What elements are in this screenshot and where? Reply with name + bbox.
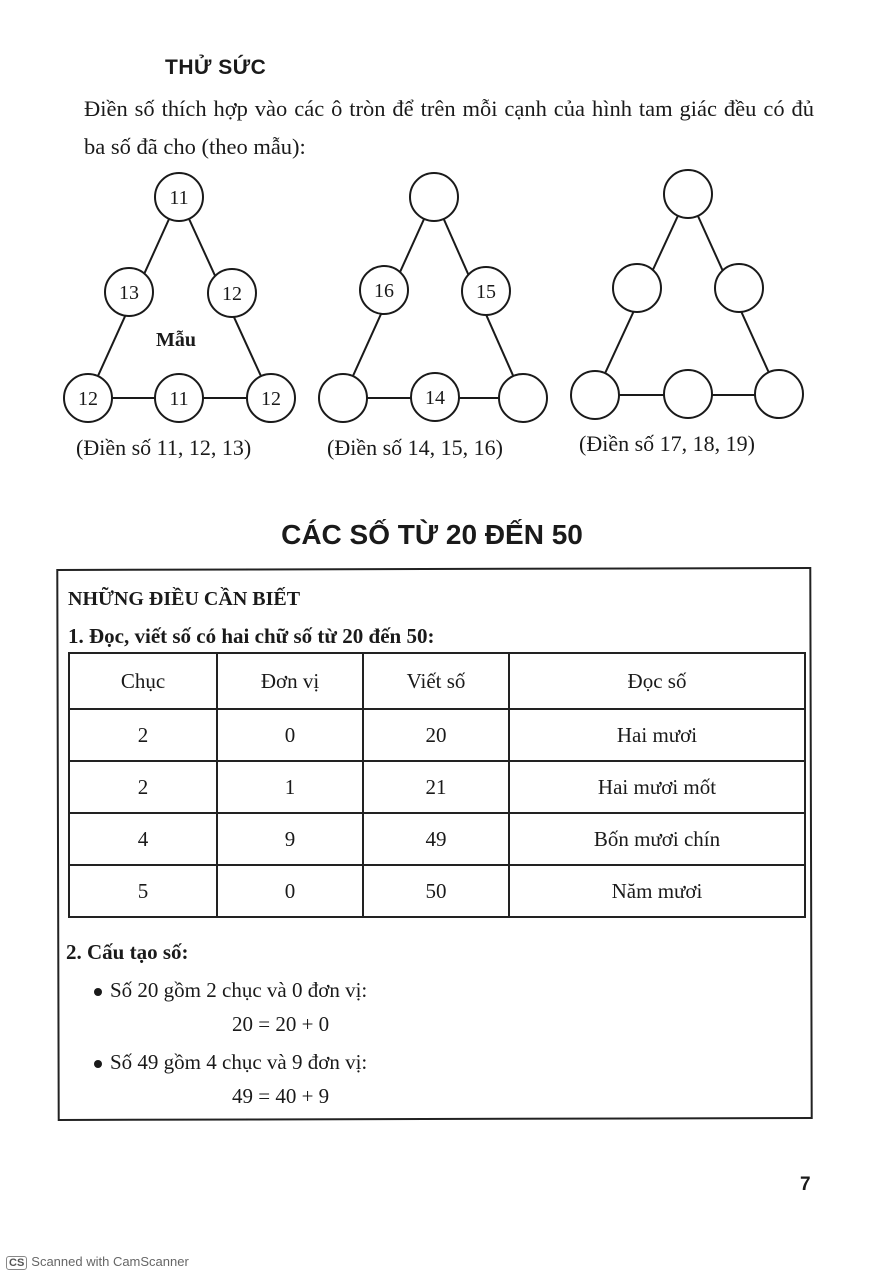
circle-value: 14 xyxy=(425,387,445,409)
column-header: Viết số xyxy=(363,653,509,709)
circle-bottom-middle xyxy=(664,370,712,418)
circle-left xyxy=(613,264,661,312)
bullet-icon xyxy=(94,988,102,996)
number-table xyxy=(68,652,806,918)
circle-value: 12 xyxy=(222,283,242,305)
triangle-two xyxy=(319,173,547,422)
table-cell: 5 xyxy=(69,865,217,917)
equation: 20 = 20 + 0 xyxy=(232,1012,330,1036)
circle-value: 11 xyxy=(169,187,189,209)
table-cell: 1 xyxy=(217,761,363,813)
circle-value: 12 xyxy=(261,388,281,410)
list-item-text: Số 20 gồm 2 chục và 0 đơn vị: xyxy=(110,978,368,1002)
column-header: Đơn vị xyxy=(217,653,363,709)
circle-value: 16 xyxy=(374,280,394,302)
circle-bottom-left xyxy=(319,374,367,422)
triangle-caption-1: (Điền số 11, 12, 13) xyxy=(76,435,252,460)
list-item xyxy=(94,978,367,1003)
table-cell: 2 xyxy=(69,761,217,813)
triangle-caption-2: (Điền số 14, 15, 16) xyxy=(327,435,503,460)
sample-label: Mẫu xyxy=(156,329,196,351)
table-header-row xyxy=(69,653,805,709)
table-cell: 49 xyxy=(363,813,509,865)
table-row xyxy=(69,709,805,761)
equation: 49 = 40 + 9 xyxy=(232,1084,330,1108)
practice-instruction: Điền số thích hợp vào các ô tròn để trên mỗi cạnh của hình tam giác đều có đủ ba số đã cho (theo mẫu): xyxy=(84,96,814,159)
table-cell: 21 xyxy=(363,761,509,813)
triangle-sample xyxy=(64,173,295,422)
circle-value: 15 xyxy=(476,281,496,303)
page-number: 7 xyxy=(800,1174,811,1195)
practice-heading: THỬ SỨC xyxy=(165,56,267,79)
table-cell: 9 xyxy=(217,813,363,865)
table-cell: 20 xyxy=(363,709,509,761)
table-cell: Năm mươi xyxy=(509,865,805,917)
list-item xyxy=(94,1050,367,1075)
section-2-heading: 2. Cấu tạo số: xyxy=(66,940,189,964)
knowledge-heading: NHỮNG ĐIỀU CẦN BIẾT xyxy=(68,588,301,610)
table-cell: 50 xyxy=(363,865,509,917)
lesson-title xyxy=(0,519,894,551)
column-header: Chục xyxy=(69,653,217,709)
column-header: Đọc số xyxy=(509,653,805,709)
table-row xyxy=(69,761,805,813)
table-cell: Hai mươi mốt xyxy=(509,761,805,813)
list-item-text: Số 49 gồm 4 chục và 9 đơn vị: xyxy=(110,1050,368,1074)
bullet-icon xyxy=(94,1060,102,1068)
circle-right xyxy=(715,264,763,312)
table-cell: 4 xyxy=(69,813,217,865)
table-cell: 0 xyxy=(217,865,363,917)
scanner-watermark xyxy=(6,1254,189,1270)
table-row xyxy=(69,865,805,917)
scanner-text: Scanned with CamScanner xyxy=(31,1254,189,1269)
circle-value: 11 xyxy=(169,388,189,410)
triangle-caption-3: (Điền số 17, 18, 19) xyxy=(579,431,755,456)
circle-value: 13 xyxy=(119,282,139,304)
triangle-diagrams xyxy=(0,160,894,435)
camscanner-icon: CS xyxy=(6,1256,27,1270)
triangle-three xyxy=(571,170,803,419)
circle-top xyxy=(664,170,712,218)
table-cell: Bốn mươi chín xyxy=(509,813,805,865)
table-cell: 2 xyxy=(69,709,217,761)
table-row xyxy=(69,813,805,865)
table-cell: Hai mươi xyxy=(509,709,805,761)
section-1-heading: 1. Đọc, viết số có hai chữ số từ 20 đến 50: xyxy=(68,624,435,648)
circle-bottom-right xyxy=(755,370,803,418)
table-cell: 0 xyxy=(217,709,363,761)
circle-value: 12 xyxy=(78,388,98,410)
circle-bottom-left xyxy=(571,371,619,419)
circle-top xyxy=(410,173,458,221)
circle-bottom-right xyxy=(499,374,547,422)
lesson-title-text: CÁC SỐ TỪ 20 ĐẾN 50 xyxy=(281,519,583,550)
